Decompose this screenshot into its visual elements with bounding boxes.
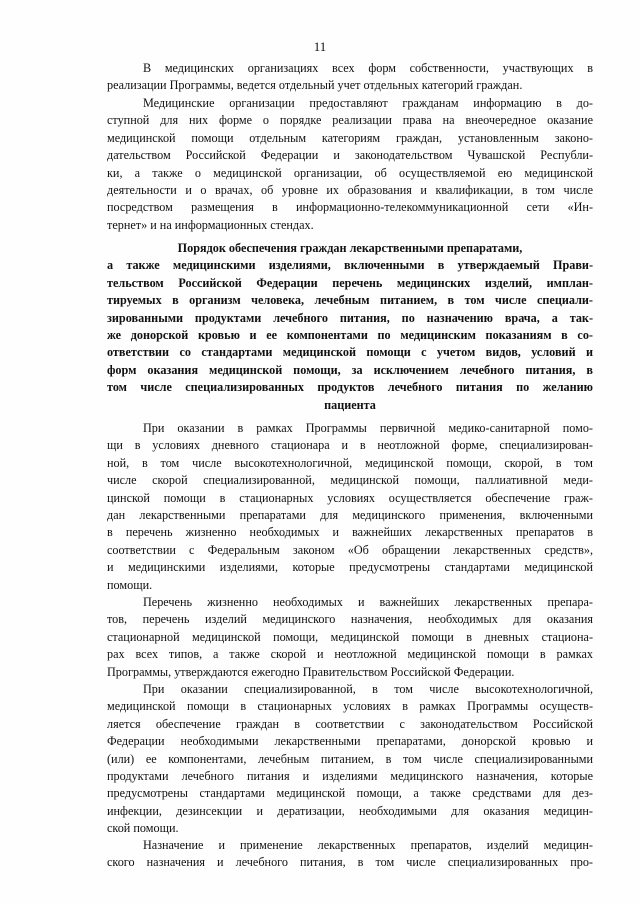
text-line: щи в условиях дневного стационара и в неотложной форме, специализирован- <box>107 438 593 453</box>
text-line: ной, в том числе высокотехнологичной, медицинской помощи, скорой, в том <box>107 455 593 470</box>
paragraph-2 <box>107 95 593 234</box>
heading-line: же донорской кровью и ее компонентами по медицинским показаниям в со- <box>107 328 593 343</box>
text-line: медицинской помощи в стационарных условиях в рамках Программы осуществ- <box>107 699 593 714</box>
text-line: посредством размещения в информационно-телекоммуникационной сети «Ин- <box>107 200 593 215</box>
paragraph-5 <box>107 681 593 838</box>
section-heading <box>107 240 593 414</box>
text-line: помощи. <box>107 577 153 592</box>
paragraph-6 <box>107 837 593 872</box>
text-line: стационарной медицинской помощи, медицинской помощи в дневных стациона- <box>107 629 593 644</box>
text-line: продуктами лечебного питания и изделиями медицинского назначения, которые <box>107 769 593 784</box>
text-line: Федерации необходимыми лекарственными препаратами, донорской кровью и <box>107 734 593 749</box>
text-line: ской помощи. <box>107 821 179 836</box>
text-line: Программы, утверждаются ежегодно Правительством Российской Федерации. <box>107 664 515 679</box>
text-line: медицинской помощи отдельным категориям граждан, установленным законо- <box>107 130 593 145</box>
text-line: ступной для них форме о порядке реализации права на внеочередное оказание <box>107 113 593 128</box>
text-line: тернет» и на информационных стендах. <box>107 217 314 232</box>
text-line: Назначение и применение лекарственных препаратов, изделий медицин- <box>143 838 593 852</box>
text-line: Перечень жизненно необходимых и важнейших лекарственных препара- <box>143 595 593 609</box>
text-line: деятельности и о врачах, об уровне их образования и квалификации, в том числе <box>107 183 593 198</box>
text-line: цинской помощи в стационарных условиях осуществляется обеспечение граж- <box>107 490 593 505</box>
paragraph-3 <box>107 420 593 594</box>
paragraph-1 <box>107 60 593 95</box>
text-line: числе скорой специализированной, медицинской помощи, паллиативной меди- <box>107 473 593 488</box>
heading-line: тельством Российской Федерации перечень медицинских изделий, имплан- <box>107 275 593 290</box>
text-line: (или) ее компонентами, лечебным питанием, в том числе специализированными <box>107 751 593 766</box>
text-line: рах всех типов, а также скорой и неотложной медицинской помощи в рамках <box>107 647 593 662</box>
paragraph-4 <box>107 594 593 681</box>
text-line: При оказании в рамках Программы первичной медико-санитарной помо- <box>143 421 593 435</box>
heading-line: а также медицинскими изделиями, включенными в утверждаемый Прави- <box>107 258 593 273</box>
heading-line: зированными продуктами лечебного питания, по назначению врача, а так- <box>107 310 593 325</box>
heading-line: ответствии со стандартами медицинской помощи с учетом видов, условий и <box>107 345 593 360</box>
heading-line: тируемых в организм человека, лечебным питанием, в том числе специали- <box>107 293 593 308</box>
heading-line: Порядок обеспечения граждан лекарственными препаратами, <box>177 241 523 255</box>
text-line: ляется обеспечение граждан в соответствии с законодательством Российской <box>107 716 593 731</box>
text-line: реализации Программы, ведется отдельный учет отдельных категорий граждан. <box>107 78 523 93</box>
text-line: инфекции, дезинсекции и дератизации, необходимыми для оказания медицин- <box>107 803 593 818</box>
text-line: в перечень жизненно необходимых и важнейших лекарственных препаратов в <box>107 525 593 540</box>
text-line: ского назначения и лечебного питания, в том числе специализированных про- <box>107 855 593 870</box>
page-number: 11 <box>313 39 327 54</box>
text-line: При оказании специализированной, в том числе высокотехнологичной, <box>143 682 593 696</box>
text-line: тов, перечень изделий медицинского назначения, необходимых для оказания <box>107 612 593 627</box>
heading-line: пациента <box>324 397 376 412</box>
text-line: дательством Российской Федерации и законодательством Чувашской Республи- <box>107 148 593 163</box>
text-line: соответствии с Федеральным законом «Об обращении лекарственных средств», <box>107 542 593 557</box>
text-line: предусмотрены стандартами медицинской помощи, а также средствами для дез- <box>107 786 593 801</box>
heading-line: форм оказания медицинской помощи, за исключением лечебного питания, в <box>107 362 593 377</box>
text-line: В медицинских организациях всех форм собственности, участвующих в <box>143 61 593 75</box>
heading-line: том числе специализированных продуктов лечебного питания по желанию <box>107 380 593 395</box>
text-line: ки, а также о медицинской организации, об осуществляемой ею медицинской <box>107 165 593 180</box>
text-line: дан лекарственными препаратами для медицинского применения, включенными <box>107 508 593 523</box>
text-line: и медицинскими изделиями, которые предусмотрены стандартами медицинской <box>107 560 593 575</box>
text-line: Медицинские организации предоставляют гражданам информацию в до- <box>143 96 593 110</box>
